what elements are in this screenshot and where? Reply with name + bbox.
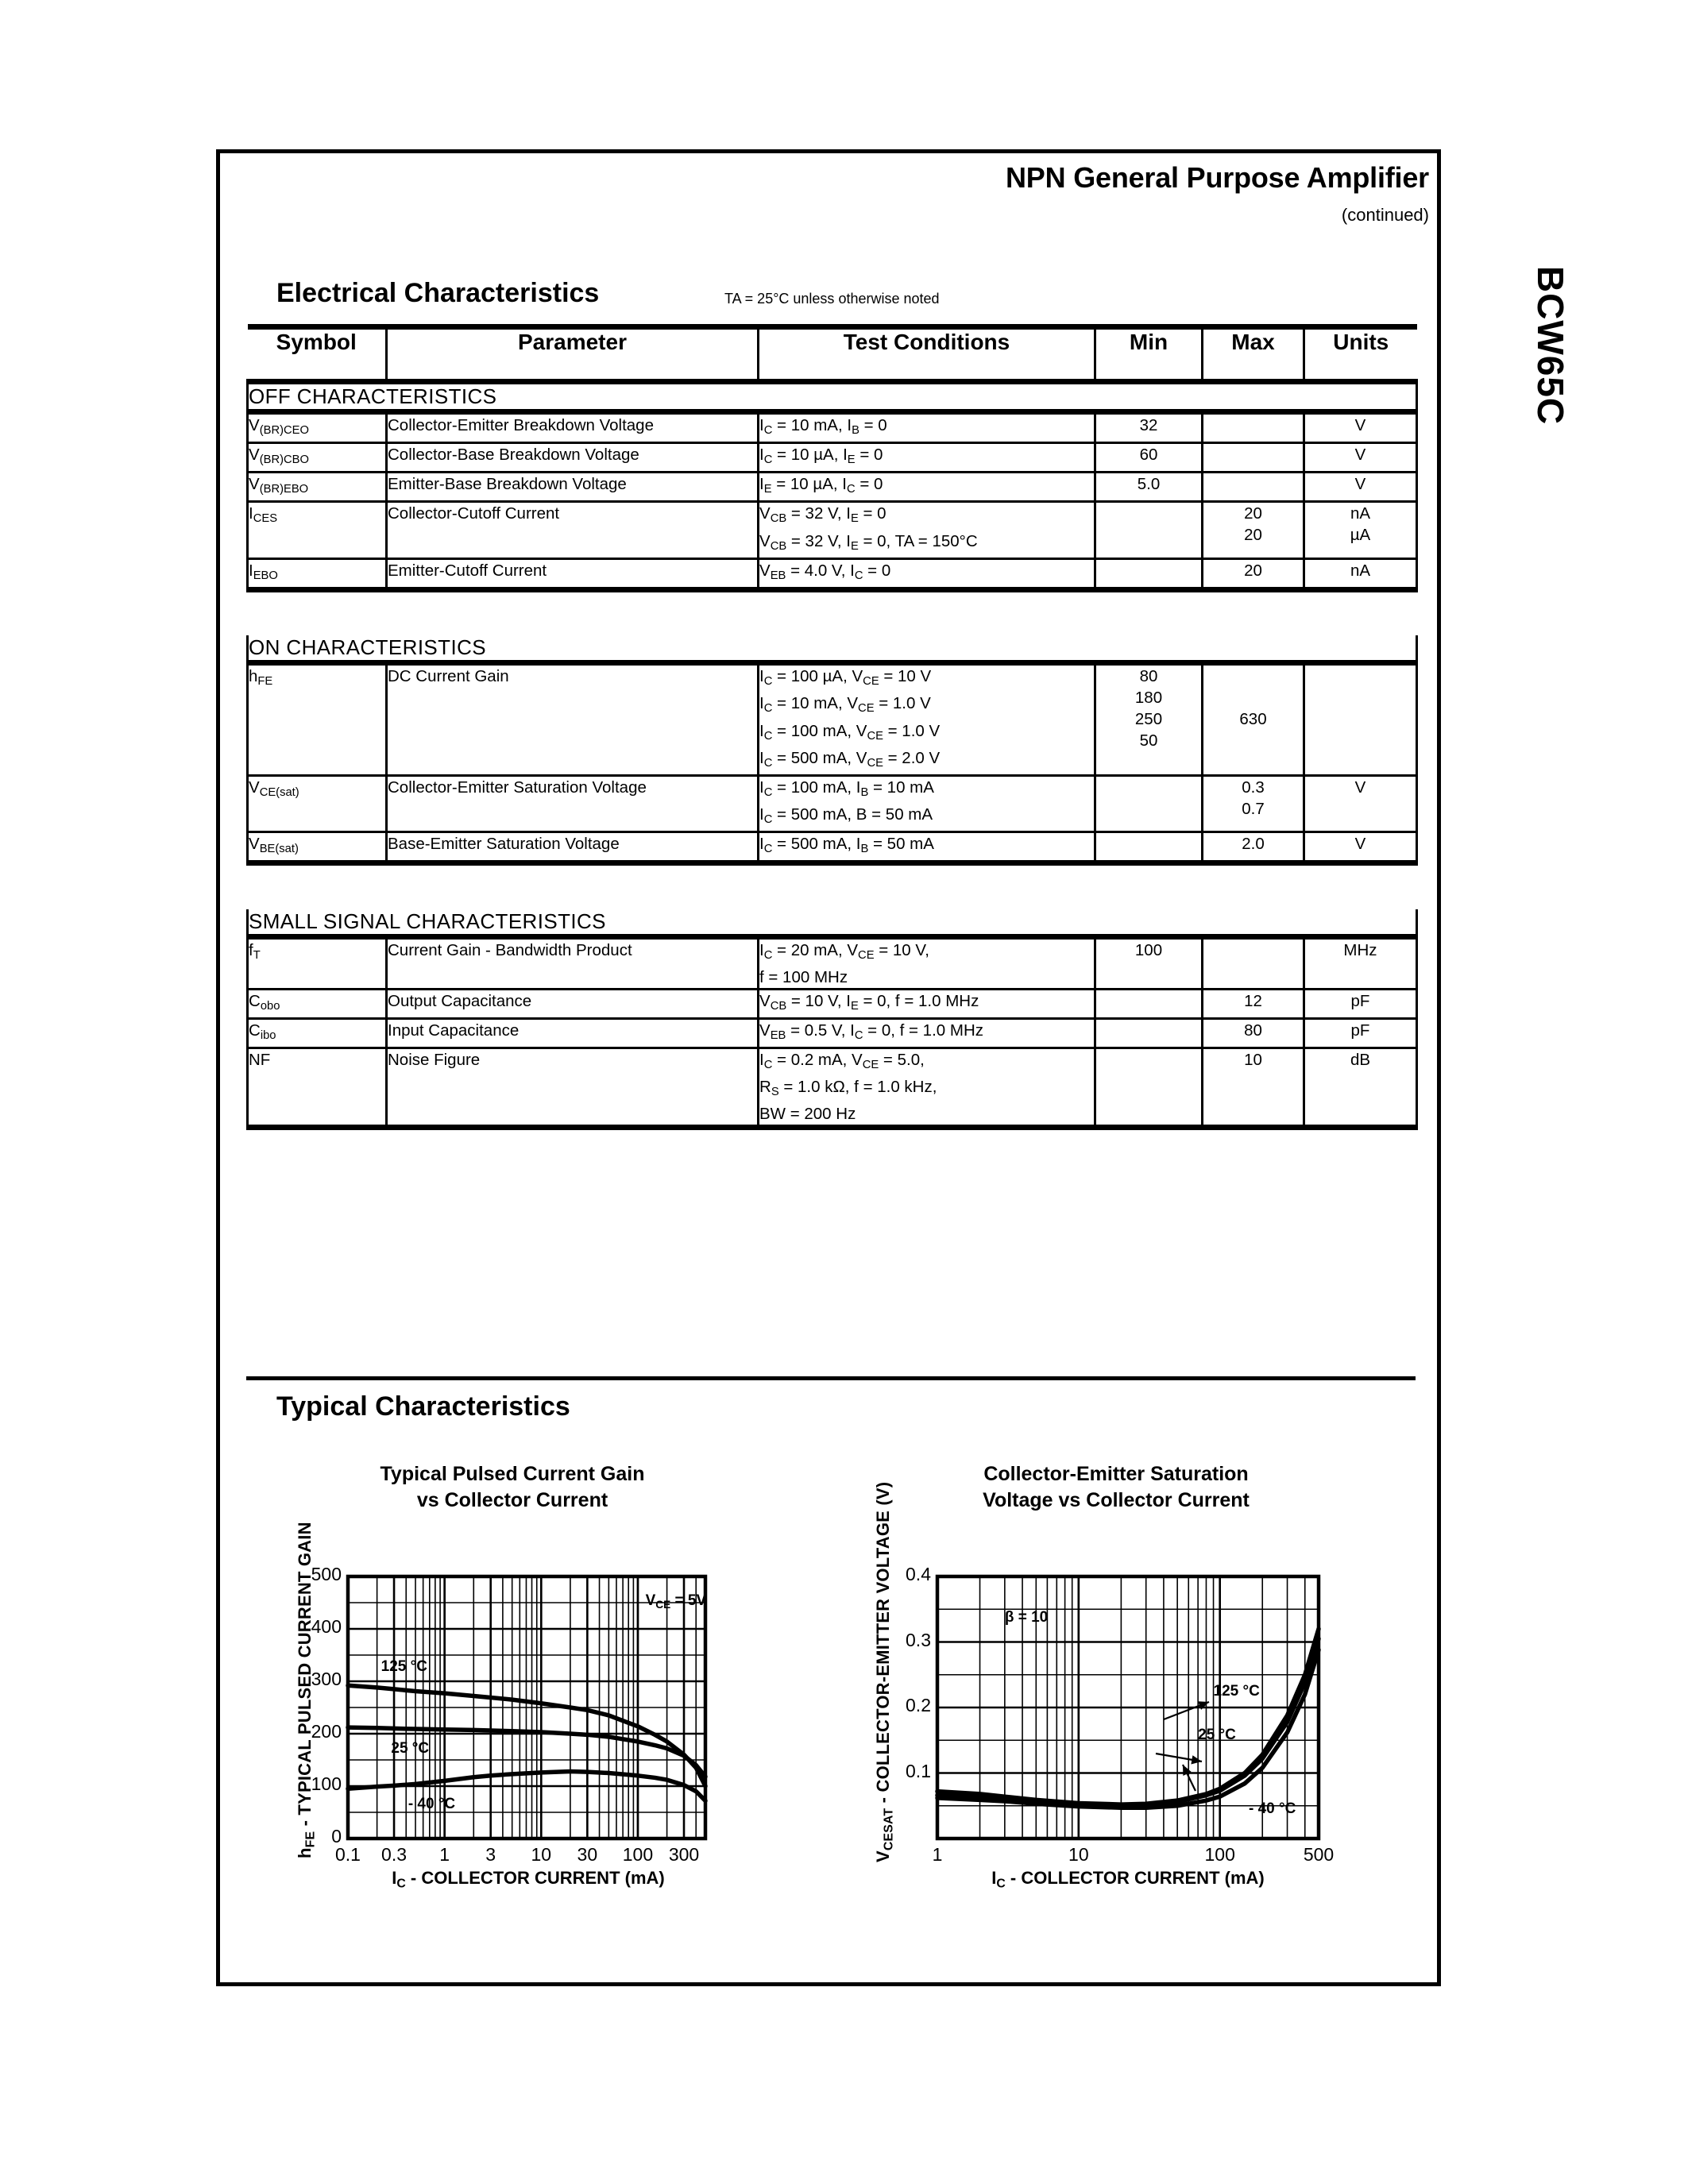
table-row	[248, 1048, 1417, 1128]
cell-max: 10	[1203, 1048, 1304, 1128]
table-header-row	[248, 327, 1417, 382]
chart-title-line2: Voltage vs Collector Current	[983, 1489, 1250, 1511]
cell-test-conditions: $I_C = 10$ mA, $I_B = 0$	[759, 412, 1095, 443]
cell-max	[1203, 443, 1304, 473]
cell-test-conditions: $I_C = 500$ mA, $I_B = 50$ mA	[759, 832, 1095, 863]
cell-max: 0.3 0.7	[1203, 775, 1304, 832]
cell-min	[1095, 558, 1203, 589]
cell-parameter: Output Capacitance	[387, 989, 759, 1018]
cell-units: V	[1304, 832, 1417, 863]
cell-test-conditions: $I_C = 100$ µA, $V_{CE} = 10$ V $I_C = 10$ mA, $V_{CE} = 1.0$ V $I_C = 100$ mA, $V_{CE} = 1.0$ V $I_C = 500$ mA, $V_{CE} = 2.0$ V	[759, 663, 1095, 776]
y-axis-tick-label: 0.3	[906, 1629, 931, 1650]
cell-test-conditions: $I_C = 0.2$ mA, $V_{CE} = 5.0$, $R_S = 1.0$ kΩ, f = 1.0 kHz, BW = 200 Hz	[759, 1048, 1095, 1128]
cell-test-conditions: $V_{CB} = 32$ V, $I_E = 0$ $V_{CB} = 32$ V, $I_E = 0$, TA = 150°C	[759, 502, 1095, 558]
cell-test-conditions: $I_E = 10$ µA, $I_C = 0$	[759, 473, 1095, 502]
chart-annotation: 125 °C	[380, 1657, 427, 1675]
chart-title-line2: vs Collector Current	[416, 1489, 608, 1511]
y-axis-tick-label: 400	[311, 1616, 342, 1637]
y-axis-tick-label: 500	[311, 1564, 342, 1584]
x-axis-tick-label: 500	[1303, 1844, 1335, 1865]
y-axis-tick-label: 0.1	[906, 1760, 931, 1781]
cell-test-conditions: $V_{EB} = 0.5$ V, $I_C = 0$, f = 1.0 MHz	[759, 1018, 1095, 1048]
electrical-characteristics-note: TA = 25°C unless otherwise noted	[724, 291, 940, 307]
chart-annotation: 25 °C	[1198, 1727, 1236, 1744]
cell-units: V	[1304, 473, 1417, 502]
cell-max	[1203, 473, 1304, 502]
x-axis-tick-label: 30	[577, 1844, 598, 1865]
chart-collector-emitter-saturation-voltage	[862, 1461, 1418, 1891]
x-axis-label: $I_C$ - COLLECTOR CURRENT (mA)	[392, 1868, 665, 1891]
cell-max: 20	[1203, 558, 1304, 589]
cell-parameter: Noise Figure	[387, 1048, 759, 1128]
cell-min	[1095, 832, 1203, 863]
table-row	[248, 663, 1417, 776]
cell-units: V	[1304, 775, 1417, 832]
cell-test-conditions: $I_C = 100$ mA, $I_B = 10$ mA $I_C = 500$ mA, B = 50 mA	[759, 775, 1095, 832]
table-row	[248, 473, 1417, 502]
part-number-side-label: BCW65C	[1530, 265, 1571, 426]
cell-min	[1095, 1048, 1203, 1128]
table-group-title-row	[248, 635, 1417, 663]
cell-min: 5.0	[1095, 473, 1203, 502]
column-header-symbol: Symbol	[248, 327, 387, 382]
cell-symbol: $f_T$	[248, 936, 387, 989]
cell-units: dB	[1304, 1048, 1417, 1128]
electrical-characteristics-heading: Electrical Characteristics	[276, 278, 600, 308]
cell-min: 32	[1095, 412, 1203, 443]
x-axis-tick-label: 10	[531, 1844, 552, 1865]
cell-units: V	[1304, 443, 1417, 473]
chart-annotation: - 40 °C	[1248, 1800, 1296, 1818]
annotation-arrowhead	[1191, 1755, 1202, 1764]
table-group-title-row	[248, 909, 1417, 937]
chart-series-2	[937, 1638, 1319, 1805]
electrical-characteristics-table-container	[246, 324, 1416, 1130]
group-title: SMALL SIGNAL CHARACTERISTICS	[248, 909, 1417, 937]
group-title: ON CHARACTERISTICS	[248, 635, 1417, 663]
table-section-gap	[248, 589, 1417, 635]
x-axis-tick-label: 300	[668, 1844, 700, 1865]
electrical-characteristics-table	[246, 324, 1418, 1130]
chart-title-line1: Collector-Emitter Saturation	[983, 1463, 1249, 1485]
table-row	[248, 502, 1417, 558]
cell-parameter: Collector-Base Breakdown Voltage	[387, 443, 759, 473]
cell-parameter: Emitter-Cutoff Current	[387, 558, 759, 589]
table-row	[248, 443, 1417, 473]
cell-parameter: Current Gain - Bandwidth Product	[387, 936, 759, 989]
table-row	[248, 558, 1417, 589]
cell-symbol: $V_{(BR)CEO}$	[248, 412, 387, 443]
table-row	[248, 412, 1417, 443]
column-header-parameter: Parameter	[387, 327, 759, 382]
cell-symbol: $V_{BE(sat)}$	[248, 832, 387, 863]
cell-max: 80	[1203, 1018, 1304, 1048]
column-header-min: Min	[1095, 327, 1203, 382]
y-axis-label: $V_{CESAT}$ - COLLECTOR-EMITTER VOLTAGE (V)	[873, 1481, 896, 1862]
cell-max: 12	[1203, 989, 1304, 1018]
page-title: NPN General Purpose Amplifier	[1005, 161, 1429, 194]
cell-symbol: $C_{obo}$	[248, 989, 387, 1018]
table-section-gap	[248, 863, 1417, 909]
cell-symbol: NF	[248, 1048, 387, 1128]
chart-typical-pulsed-current-gain	[282, 1461, 782, 1891]
x-axis-tick-label: 3	[485, 1844, 496, 1865]
cell-symbol: $I_{CES}$	[248, 502, 387, 558]
cell-min: 60	[1095, 443, 1203, 473]
chart-plot-area	[862, 1461, 1418, 1874]
column-header-units: Units	[1304, 327, 1417, 382]
chart-title-line1: Typical Pulsed Current Gain	[380, 1463, 645, 1485]
cell-parameter: Emitter-Base Breakdown Voltage	[387, 473, 759, 502]
table-row	[248, 775, 1417, 832]
cell-max: 630	[1203, 663, 1304, 776]
chart-plot-area	[282, 1461, 782, 1874]
table-row	[248, 936, 1417, 989]
cell-units: nA µA	[1304, 502, 1417, 558]
chart-series-1	[937, 1629, 1319, 1804]
cell-parameter: Input Capacitance	[387, 1018, 759, 1048]
cell-test-conditions: $I_C = 10$ µA, $I_E = 0$	[759, 443, 1095, 473]
cell-units: MHz	[1304, 936, 1417, 989]
cell-units	[1304, 663, 1417, 776]
chart-annotation: - 40 °C	[408, 1796, 456, 1813]
chart-annotation: β = 10	[1004, 1608, 1049, 1626]
y-axis-tick-label: 0.2	[906, 1695, 931, 1715]
y-axis-tick-label: 100	[311, 1773, 342, 1794]
y-axis-tick-label: 0	[331, 1826, 342, 1846]
cell-min	[1095, 502, 1203, 558]
cell-units: nA	[1304, 558, 1417, 589]
chart-annotation: $V_{CE} = 5V$	[645, 1592, 707, 1611]
typical-characteristics-heading: Typical Characteristics	[276, 1391, 570, 1422]
x-axis-tick-label: 1	[439, 1844, 450, 1865]
cell-symbol: $V_{(BR)CBO}$	[248, 443, 387, 473]
table-group-title-row	[248, 382, 1417, 412]
x-axis-tick-label: 10	[1068, 1844, 1089, 1865]
table-row	[248, 1018, 1417, 1048]
x-axis-tick-label: 0.3	[381, 1844, 408, 1865]
cell-min	[1095, 775, 1203, 832]
y-axis-tick-label: 0.4	[906, 1564, 931, 1584]
cell-units: pF	[1304, 989, 1417, 1018]
cell-max	[1203, 936, 1304, 989]
cell-units: V	[1304, 412, 1417, 443]
cell-max: 20 20	[1203, 502, 1304, 558]
cell-symbol: $C_{ibo}$	[248, 1018, 387, 1048]
cell-parameter: Collector-Cutoff Current	[387, 502, 759, 558]
y-axis-tick-label: 300	[311, 1669, 342, 1689]
x-axis-tick-label: 100	[1204, 1844, 1235, 1865]
cell-test-conditions: $V_{EB} = 4.0$ V, $I_C = 0$	[759, 558, 1095, 589]
x-axis-tick-label: 100	[622, 1844, 654, 1865]
cell-symbol: $V_{CE(sat)}$	[248, 775, 387, 832]
cell-test-conditions: $V_{CB} = 10$ V, $I_E = 0$, f = 1.0 MHz	[759, 989, 1095, 1018]
chart-annotation: 125 °C	[1213, 1682, 1260, 1700]
table-row	[248, 832, 1417, 863]
typical-characteristics-divider	[246, 1376, 1416, 1380]
table-row	[248, 989, 1417, 1018]
y-axis-label: $h_{FE}$ - TYPICAL PULSED CURRENT GAIN	[295, 1522, 318, 1858]
cell-parameter: Base-Emitter Saturation Voltage	[387, 832, 759, 863]
column-header-test-conditions: Test Conditions	[759, 327, 1095, 382]
cell-test-conditions: $I_C = 20$ mA, $V_{CE} = 10$ V, f = 100 MHz	[759, 936, 1095, 989]
cell-symbol: $h_{FE}$	[248, 663, 387, 776]
table-body	[248, 382, 1417, 1128]
chart-annotation: 25 °C	[391, 1740, 430, 1758]
cell-min: 80 180 250 50	[1095, 663, 1203, 776]
cell-parameter: DC Current Gain	[387, 663, 759, 776]
annotation-arrowhead	[1198, 1701, 1209, 1710]
cell-units: pF	[1304, 1018, 1417, 1048]
cell-symbol: $V_{(BR)EBO}$	[248, 473, 387, 502]
group-title: OFF CHARACTERISTICS	[248, 382, 1417, 412]
cell-min	[1095, 989, 1203, 1018]
x-axis-tick-label: 0.1	[335, 1844, 361, 1865]
cell-parameter: Collector-Emitter Saturation Voltage	[387, 775, 759, 832]
cell-symbol: $I_{EBO}$	[248, 558, 387, 589]
cell-max	[1203, 412, 1304, 443]
page-subtitle: (continued)	[1341, 205, 1429, 225]
x-axis-tick-label: 1	[932, 1844, 943, 1865]
x-axis-label: $I_C$ - COLLECTOR CURRENT (mA)	[991, 1868, 1265, 1891]
column-header-max: Max	[1203, 327, 1304, 382]
y-axis-tick-label: 200	[311, 1721, 342, 1742]
cell-min: 100	[1095, 936, 1203, 989]
chart-series-3	[937, 1650, 1319, 1808]
cell-min	[1095, 1018, 1203, 1048]
cell-parameter: Collector-Emitter Breakdown Voltage	[387, 412, 759, 443]
cell-max: 2.0	[1203, 832, 1304, 863]
